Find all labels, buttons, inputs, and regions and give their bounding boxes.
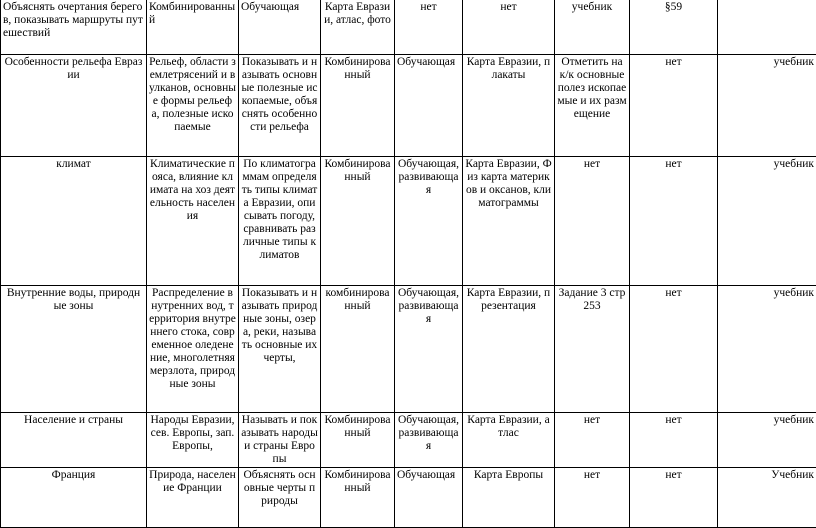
control-cell: учебник: [718, 157, 816, 286]
nomenclature-cell: нет: [630, 413, 718, 468]
practical-cell: нет: [555, 157, 630, 286]
homework-cell: §59: [630, 0, 718, 55]
method-cell: Обучающая, развивающая: [395, 157, 463, 286]
lesson-type-cell: Комбинированный: [321, 157, 395, 286]
nomenclature-cell: нет: [463, 0, 555, 55]
table-row: [1, 286, 816, 413]
visual-aids-cell: Карта Евразии, атлас: [463, 413, 555, 468]
lesson-type-cell: Комбинированный: [321, 413, 395, 468]
nomenclature-cell: нет: [630, 157, 718, 286]
control-cell: Учебник: [718, 468, 816, 528]
topic-cell: Население и страны: [1, 413, 147, 468]
visual-aids-cell: Карта Европы: [463, 468, 555, 528]
topic-cell: Особенности рельефа Евразии: [1, 55, 147, 157]
topic-cell: Объяснять очертания берегов, показывать маршруты путешествий: [1, 0, 147, 55]
activities-cell: Называть и показывать народы и страны Европы: [239, 413, 321, 468]
practical-cell: Задание 3 стр 253: [555, 286, 630, 413]
content-cell: Природа, население Франции: [147, 468, 239, 528]
content-cell: Климатические пояса, влияние климата на хоз деятельность населения: [147, 157, 239, 286]
empty-cell: [718, 0, 816, 55]
visual-aids-cell: Карта Евразии, атлас, фото: [321, 0, 395, 55]
visual-aids-cell: Карта Евразии, Физ карта материков и оксанов, климатограммы: [463, 157, 555, 286]
practical-cell: нет: [395, 0, 463, 55]
practical-cell: нет: [555, 413, 630, 468]
control-cell: учебник: [718, 286, 816, 413]
content-cell: Народы Евразии, сев. Европы, зап. Европы,: [147, 413, 239, 468]
control-cell: учебник: [718, 55, 816, 157]
nomenclature-cell: нет: [630, 55, 718, 157]
method-cell: Обучающая: [239, 0, 321, 55]
activities-cell: По климатограммам определять типы климата Евразии, описывать погоду, сравнивать различные типы климатов: [239, 157, 321, 286]
method-cell: Обучающая, развивающая: [395, 413, 463, 468]
visual-aids-cell: Карта Евразии, презентация: [463, 286, 555, 413]
content-cell: Распределение внутренних вод, территория внутреннего стока, современное оледенение, многолетняя мерзлота, природные зоны: [147, 286, 239, 413]
table-row: [1, 55, 816, 157]
method-cell: Обучающая: [395, 55, 463, 157]
lesson-type-cell: Комбинированный: [321, 55, 395, 157]
method-cell: Обучающая: [395, 468, 463, 528]
lesson-type-cell: Комбинированный: [321, 468, 395, 528]
lesson-type-cell: Комбинированный: [147, 0, 239, 55]
practical-cell: Отметить на к/к основные полез ископаемые и их размещение: [555, 55, 630, 157]
control-cell: учебник: [718, 413, 816, 468]
activities-cell: Показывать и называть основные полезные ископаемые, объяснять особенности рельефа: [239, 55, 321, 157]
method-cell: Обучающая, развивающая: [395, 286, 463, 413]
table-row: [1, 157, 816, 286]
table-row: [1, 468, 816, 528]
activities-cell: Объяснять основные черты природы: [239, 468, 321, 528]
control-cell: учебник: [555, 0, 630, 55]
nomenclature-cell: нет: [630, 468, 718, 528]
activities-cell: Показывать и называть природные зоны, озера, реки, называть основные их черты,: [239, 286, 321, 413]
content-cell: Рельеф, области землетрясений и вулканов, основные формы рельефа, полезные ископаемые: [147, 55, 239, 157]
lesson-type-cell: комбинированный: [321, 286, 395, 413]
visual-aids-cell: Карта Евразии, плакаты: [463, 55, 555, 157]
topic-cell: Внутренние воды, природные зоны: [1, 286, 147, 413]
topic-cell: климат: [1, 157, 147, 286]
nomenclature-cell: нет: [630, 286, 718, 413]
practical-cell: нет: [555, 468, 630, 528]
table-row: [1, 413, 816, 468]
table-row: [1, 0, 816, 55]
topic-cell: Франция: [1, 468, 147, 528]
